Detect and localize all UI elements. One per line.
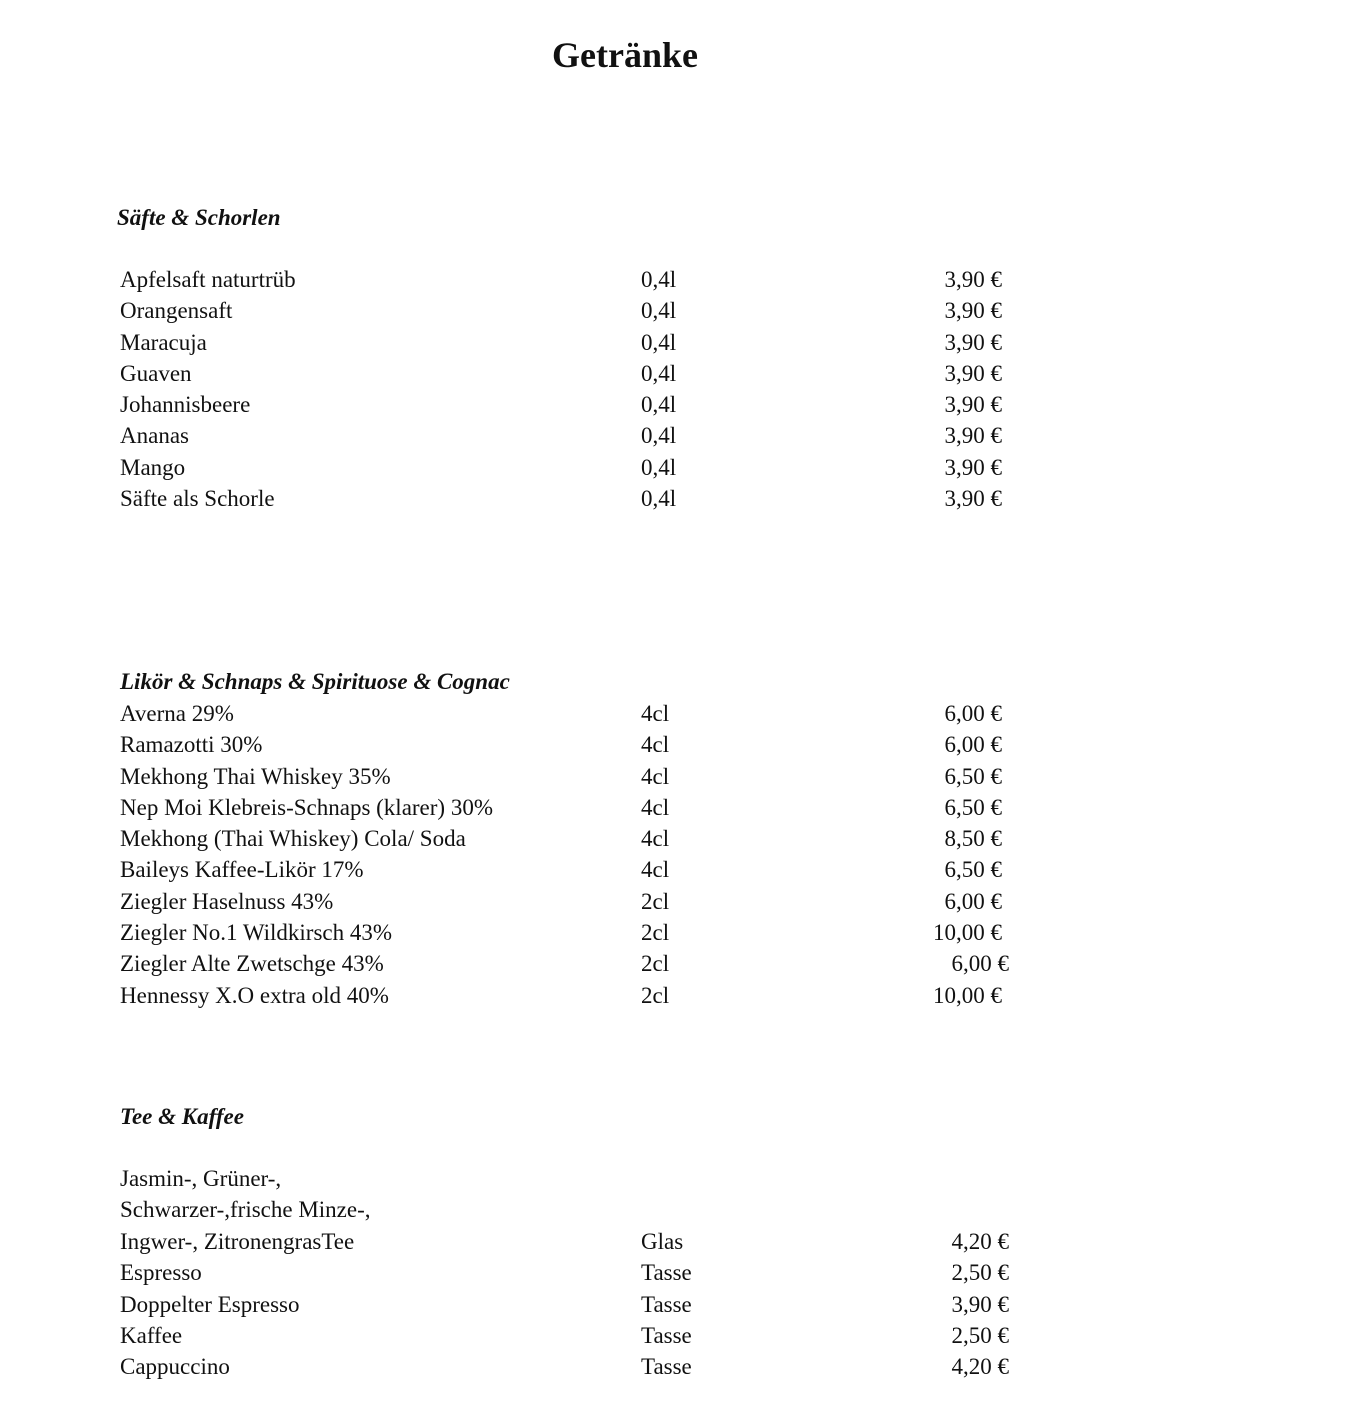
item-size: 0,4l [641,454,677,480]
menu-item [120,1351,1020,1382]
item-name: Espresso [120,1260,202,1286]
item-price: 3,90 € [944,486,1002,512]
item-name: Doppelter Espresso [120,1291,300,1317]
item-size: 2cl [641,888,670,914]
item-price: 3,90 € [944,423,1002,449]
item-name: Säfte als Schorle [120,486,275,512]
item-size: 4cl [641,826,670,852]
item-size: Tasse [641,1322,692,1348]
item-size: 0,4l [641,329,677,355]
menu-item [120,264,1020,295]
menu-item [120,698,1020,729]
item-price: 3,90 € [944,267,1002,292]
item-size: 4cl [641,701,670,726]
item-price: 2,50 € [951,1260,1009,1286]
item-name: Nep Moi Klebreis-Schnaps (klarer) 30% [120,794,493,820]
item-size: Tasse [641,1291,692,1317]
item-size: Tasse [641,1354,692,1380]
item-price: 6,50 € [944,794,1002,820]
item-name: Ziegler Haselnuss 43% [120,888,334,914]
item-size: 0,4l [641,392,677,418]
menu-item [120,295,1020,326]
item-size: 4cl [641,794,670,820]
item-size: 0,4l [641,360,677,386]
item-price: 8,50 € [944,826,1002,852]
item-name: Ziegler Alte Zwetschge 43% [120,951,384,977]
item-name: Johannisbeere [120,392,251,418]
menu-item [120,389,1020,420]
item-name: Orangensaft [120,298,233,324]
item-price: 10,00 € [933,982,1002,1008]
item-size: 4cl [641,732,670,758]
page-title: Getränke [552,35,698,75]
item-price: 2,50 € [951,1322,1009,1348]
menu-item [120,1257,1020,1288]
item-name: Mekhong Thai Whiskey 35% [120,763,391,789]
tea-description-line: Jasmin-, Grüner-, [120,1166,282,1191]
item-name: Ramazotti 30% [120,732,263,758]
item-price: 3,90 € [944,329,1002,355]
menu-item [120,980,1020,1011]
item-size: 0,4l [641,298,677,324]
menu-item [120,1320,1020,1351]
item-size: 2cl [641,951,670,977]
item-name: Ingwer-, ZitronengrasTee [120,1229,355,1254]
menu-item [120,729,1020,760]
item-price: 6,00 € [951,951,1009,977]
menu-item [120,452,1020,483]
menu-list-likoer [120,698,1020,1011]
menu-item [120,1289,1020,1320]
menu-item [120,792,1020,823]
item-size: 4cl [641,857,670,883]
menu-list-saefte [120,264,1020,514]
item-name: Guaven [120,360,192,386]
menu-item [120,854,1020,885]
item-size: 0,4l [641,486,677,512]
section-heading-saefte: Säfte & Schorlen [117,205,281,230]
menu-item [120,948,1020,979]
item-size: 0,4l [641,267,677,292]
menu-item [120,358,1020,389]
item-name: Cappuccino [120,1354,230,1380]
item-name: Mekhong (Thai Whiskey) Cola/ Soda [120,826,466,852]
item-size: 0,4l [641,423,677,449]
menu-item [120,761,1020,792]
item-name: Ziegler No.1 Wildkirsch 43% [120,920,393,946]
section-heading-tee: Tee & Kaffee [120,1104,244,1129]
item-price: 4,20 € [951,1229,1009,1254]
item-size: Glas [641,1229,684,1254]
item-price: 6,50 € [944,857,1002,883]
tea-description-line: Schwarzer-,frische Minze-, [120,1197,371,1223]
menu-item [120,886,1020,917]
item-price: 3,90 € [951,1291,1009,1317]
item-name: Averna 29% [120,701,234,726]
item-price: 3,90 € [944,360,1002,386]
item-price: 3,90 € [944,392,1002,418]
menu-item [120,483,1020,514]
menu-item [120,917,1020,948]
item-price: 6,00 € [944,888,1002,914]
menu-item [120,823,1020,854]
item-price: 4,20 € [951,1354,1009,1380]
item-price: 6,00 € [944,701,1002,726]
menu-item [120,420,1020,451]
item-name: Hennessy X.O extra old 40% [120,982,389,1008]
item-name: Kaffee [120,1322,183,1348]
item-name: Maracuja [120,329,207,355]
item-size: 2cl [641,920,670,946]
menu-list-tee [120,1226,1020,1382]
item-price: 3,90 € [944,454,1002,480]
menu-item [120,327,1020,358]
tea-description [120,1163,371,1226]
item-name: Apfelsaft naturtrüb [120,267,296,292]
menu-item [120,1226,1020,1257]
item-size: 2cl [641,982,670,1008]
item-price: 6,50 € [944,763,1002,789]
item-name: Baileys Kaffee-Likör 17% [120,857,364,883]
item-price: 10,00 € [933,920,1002,946]
item-price: 3,90 € [944,298,1002,324]
item-size: Tasse [641,1260,692,1286]
section-heading-likoer: Likör & Schnaps & Spirituose & Cognac [120,669,510,694]
item-size: 4cl [641,763,670,789]
item-name: Ananas [120,423,189,449]
item-name: Mango [120,454,186,480]
item-price: 6,00 € [944,732,1002,758]
